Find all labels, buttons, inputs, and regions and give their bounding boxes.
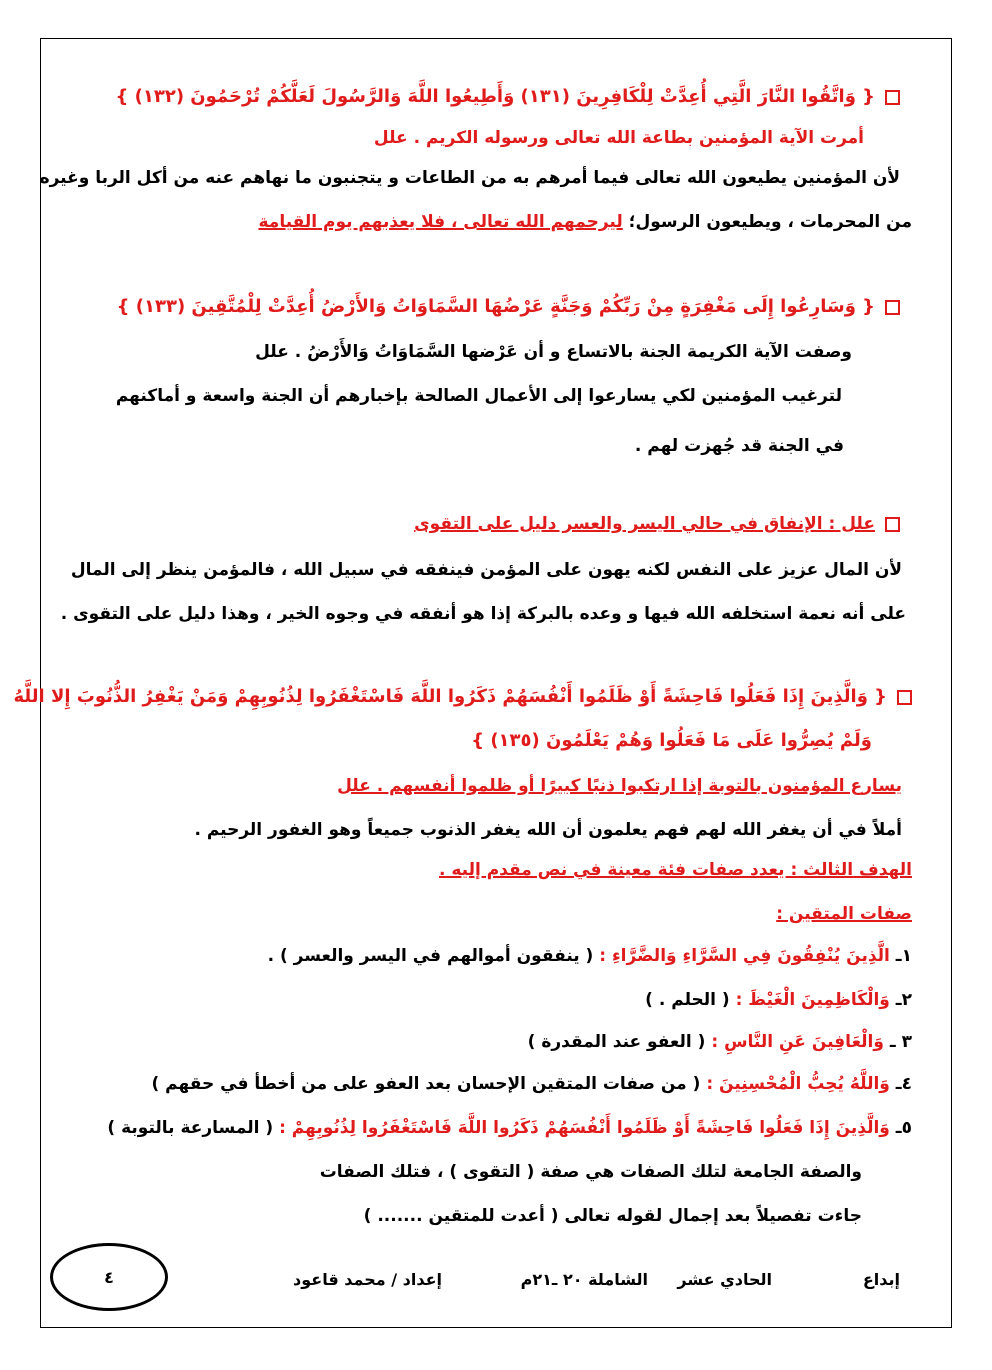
checkbox-icon: [885, 90, 900, 105]
question-repentance: يسارع المؤمنون بالتوبة إذا ارتكبوا ذنبًا كبيرًا أو ظلموا أنفسهم . علل: [337, 776, 902, 796]
footer-author: إعداد / محمد قاعود: [293, 1270, 442, 1289]
traits-title: صفات المتقين :: [776, 904, 912, 924]
checkbox-icon: [885, 517, 900, 532]
answer-spending-2: على أنه نعمة استخلفه الله فيها و وعده بالبركة إذا هو أنفقه في وجوه الخير ، وهذا دليل على التقوى .: [60, 604, 906, 624]
summary-1: والصفة الجامعة لتلك الصفات هي صفة ( التقوى ) ، فتلك الصفات: [319, 1162, 862, 1182]
answer-obey-1: لأن المؤمنين يطيعون الله تعالى فيما أمرهم به من الطاعات و يتجنبون ما نهاهم عنه من أكل الربا وغيره: [39, 168, 900, 188]
trait-4: ٤ـ وَاللَّهُ يُحِبُّ الْمُحْسِنِينَ : ( من صفات المتقين الإحسان بعد العفو على من أخطأ في حقهم ): [151, 1074, 912, 1094]
summary-2: جاءت تفصيلاً بعد إجمال لقوله تعالى ( أعدت للمتقين ....... ): [363, 1206, 862, 1226]
answer-obey-2: من المحرمات ، ويطيعون الرسول؛ ليرحمهم الله تعالى ، فلا يعذبهم يوم القيامة: [258, 212, 912, 232]
question-paradise: وصفت الآية الكريمة الجنة بالاتساع و أن عَرْضها السَّمَاوَاتُ وَالأَرْضُ . علل: [255, 342, 852, 362]
footer-grade: الحادي عشر: [677, 1270, 772, 1289]
answer-paradise-1: لترغيب المؤمنين لكي يسارعوا إلى الأعمال الصالحة بإخبارهم أن الجنة واسعة و أماكنهم: [115, 386, 842, 406]
answer-repentance: أملاً في أن يغفر الله لهم فهم يعلمون أن الله يغفر الذنوب جميعاً وهو الغفور الرحيم .: [194, 820, 902, 840]
checkbox-icon: [897, 690, 912, 705]
verse-131-132: { وَاتَّقُوا النَّارَ الَّتِي أُعِدَّتْ لِلْكَافِرِينَ (١٣١) وَأَطِيعُوا اللَّهَ وَالرَّسُولَ لَعَلَّكُمْ تُرْحَمُونَ (١٣٢) }: [116, 86, 900, 107]
verse-135-line2: وَلَمْ يُصِرُّوا عَلَى مَا فَعَلُوا وَهُمْ يَعْلَمُونَ (١٣٥) }: [471, 730, 872, 751]
trait-3: ٣ ـ وَالْعَافِينَ عَنِ النَّاسِ : ( العفو عند المقدرة ): [527, 1032, 912, 1052]
goal-three: الهدف الثالث : يعدد صفات فئة معينة في نص مقدم إليه .: [438, 860, 912, 880]
answer-spending-1: لأن المال عزيز على النفس لكنه يهون على المؤمن فينفقه في سبيل الله ، فالمؤمن ينظر إلى المال: [70, 560, 902, 580]
question-obey: أمرت الآية المؤمنين بطاعة الله تعالى ورسوله الكريم . علل: [373, 128, 864, 148]
trait-5: ٥ـ وَالَّذِينَ إِذَا فَعَلُوا فَاحِشَةً أَوْ ظَلَمُوا أَنْفُسَهُمْ ذَكَرُوا اللَّهَ فَاسْتَغْفَرُوا لِذُنُوبِهِمْ : ( المسارعة بالتوبة ): [107, 1118, 912, 1138]
verse-133: { وَسَارِعُوا إِلَى مَغْفِرَةٍ مِنْ رَبِّكُمْ وَجَنَّةٍ عَرْضُهَا السَّمَاوَاتُ وَالأَرْضُ أُعِدَّتْ لِلْمُتَّقِينَ (١٣٣) }: [117, 296, 900, 317]
checkbox-icon: [885, 300, 900, 315]
footer-creative: إبداع: [862, 1270, 900, 1289]
footer-comprehensive: الشاملة ٢٠ ـ٢١م: [520, 1270, 648, 1289]
page-number: ٤: [50, 1243, 168, 1311]
question-spending: علل : الإنفاق في حالي اليسر والعسر دليل على التقوى: [414, 514, 900, 534]
verse-135-line1: { وَالَّذِينَ إِذَا فَعَلُوا فَاحِشَةً أَوْ ظَلَمُوا أَنْفُسَهُمْ ذَكَرُوا اللَّهَ فَاسْتَغْفَرُوا لِذُنُوبِهِمْ وَمَنْ يَغْفِرُ الذُّنُوبَ إِلا اللَّهُ: [13, 686, 912, 707]
trait-2: ٢ـ وَالْكَاظِمِينَ الْغَيْظَ : ( الحلم . ): [645, 990, 912, 1010]
answer-paradise-2: في الجنة قد جُهزت لهم .: [634, 436, 844, 456]
trait-1: ١ـ الَّذِينَ يُنْفِقُونَ فِي السَّرَّاءِ وَالضَّرَّاءِ : ( ينفقون أموالهم في اليسر والعسر ) .: [267, 946, 912, 966]
